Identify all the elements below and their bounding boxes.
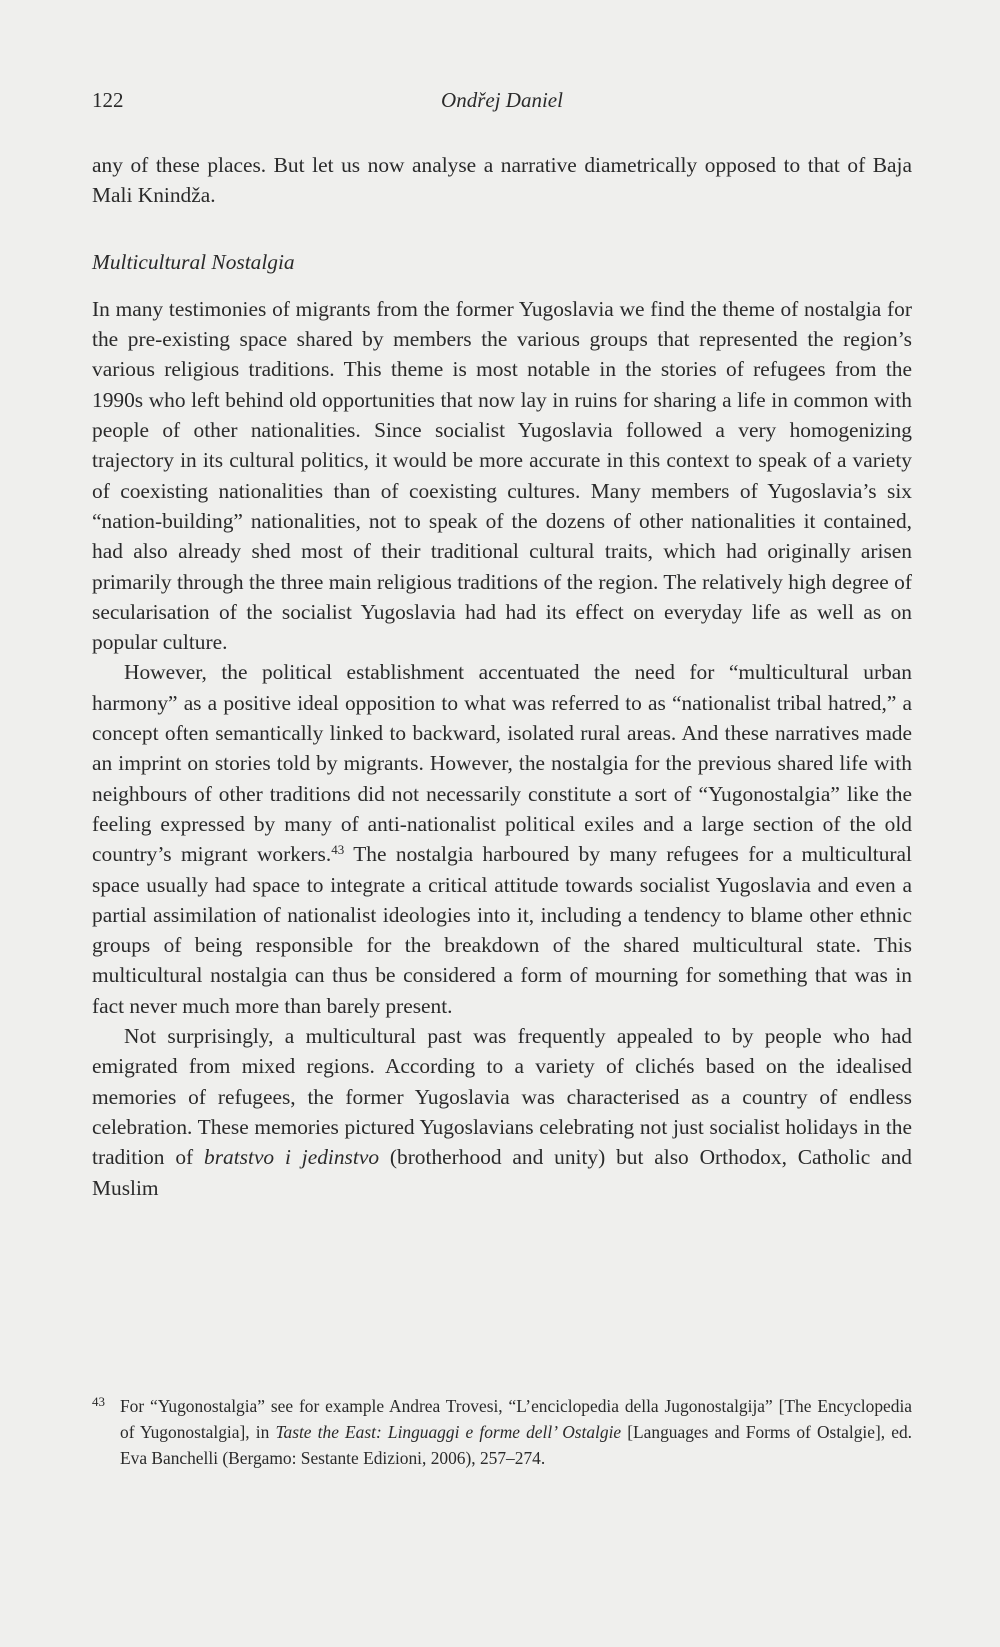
footnote-text — [92, 1393, 912, 1471]
page-header — [92, 88, 912, 114]
footnote — [92, 1393, 912, 1471]
footnote-body: [Languages and Forms of Ostalgie], ed. Eva Banchelli (Bergamo: Sestante Edizioni, 2006), 257–274. — [120, 1422, 912, 1468]
paragraph: In many testimonies of migrants from the former Yugoslavia we find the theme of nostalgia for the pre-existing space shared by members the various groups that represented the region’s various religious traditions. This theme is most notable in the stories of refugees from the 1990s who left behind old opportunities that now lay in ruins for sharing a life in common with people of other nationalities. Since socialist Yugoslavia followed a very homogenizing trajectory in its cultural politics, it would be more accurate in this context to speak of a variety of coexisting nationalities than of coexisting cultures. Many members of Yugoslavia’s six “nation-building” nationalities, not to speak of the dozens of other nationalities it contained, had also already shed most of their traditional cultural traits, which had originally arisen primarily through the three main religious traditions of the region. The relatively high degree of secularisation of the socialist Yugoslavia had had its effect on everyday life as well as on popular culture. — [92, 296, 912, 655]
paragraph — [92, 1021, 912, 1203]
running-head-author: Ondřej Daniel — [441, 88, 563, 112]
italic-phrase: bratstvo i jedinstvo — [204, 1145, 380, 1170]
section-heading: Multicultural Nostalgia — [92, 249, 295, 274]
page-number: 122 — [92, 88, 124, 112]
paragraph-continued: any of these places. But let us now analyse a narrative diametrically opposed to that of Baja Mali Knindža. — [92, 153, 912, 208]
paragraph — [92, 657, 912, 1021]
paragraph-text: The nostalgia harboured by many refugees for a multicultural space usually had space to integrate a critical attitude towards socialist Yugoslavia and even a partial assimilation of nationalist ideologies into it, including a tendency to blame other ethnic groups of being responsible for the breakdown of the shared multicultural state. This multicultural nostalgia can thus be considered a form of mourning for something that was in fact never much more than barely present. — [92, 842, 912, 1018]
paragraph-text: (brotherhood and unity) but also Orthodox, Catholic and Muslim — [92, 1145, 912, 1200]
paragraph-text: Not surprisingly, a multicultural past was frequently appealed to by people who had emigrated from mixed regions. According to a variety of clichés based on the idealised memories of refugees, the former Yugoslavia was characterised as a country of endless celebration. These memories pictured Yugoslavians celebrating not just socialist holidays in the tradition of — [92, 1024, 912, 1170]
footnote-marker: 43 — [92, 1394, 105, 1409]
footnote-reference[interactable]: 43 — [331, 842, 345, 858]
footnote-body: For “Yugonostalgia” see for example Andrea Trovesi, “L’enciclopedia della Jugonostalgija” [The Encyclopedia of Yugonostalgia], in — [120, 1396, 912, 1442]
paragraph-text: However, the political establishment accentuated the need for “multicultural urban harmony” as a positive ideal opposition to what was referred to as “nationalist tribal hatred,” a concept often semantically linked to backward, isolated rural areas. And these narratives made an imprint on stories told by migrants. However, the nostalgia for the previous shared life with neighbours of other traditions did not necessarily constitute a sort of “Yugonostalgia” like the feeling expressed by many of anti-nationalist political exiles and a large section of the old country’s migrant workers. — [92, 660, 912, 867]
body-text — [92, 150, 912, 1203]
footnote-italic-title: Taste the East: Linguaggi e forme dell’ Ostalgie — [275, 1422, 622, 1442]
